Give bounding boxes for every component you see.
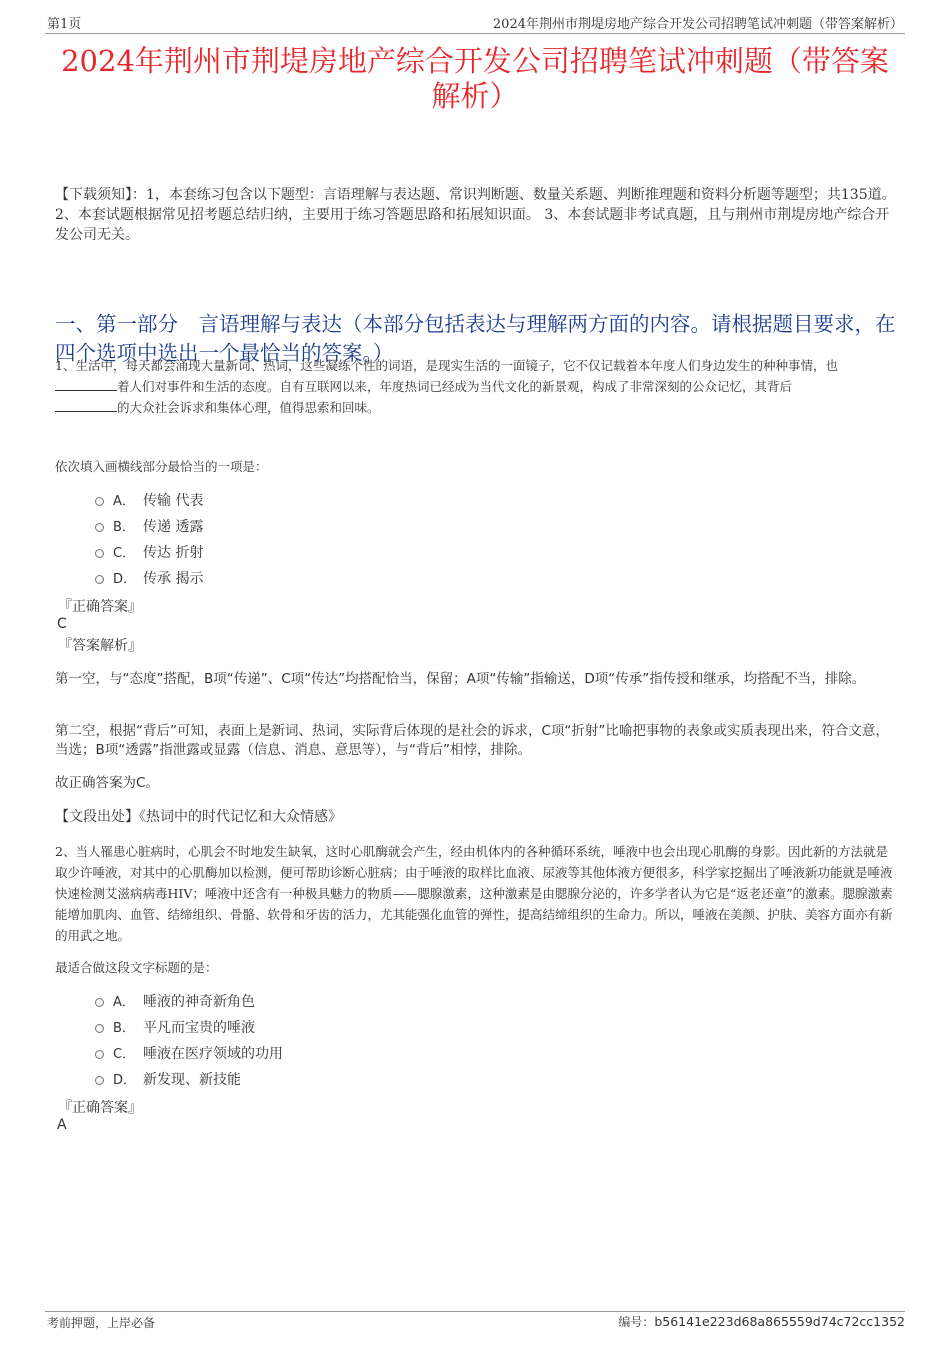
footer-code-value: b56141e223d68a865559d74c72cc1352 — [654, 1314, 905, 1329]
footer-slogan: 考前押题，上岸必备 — [47, 1316, 156, 1330]
option-text: 传达 折射 — [143, 545, 204, 561]
radio-icon[interactable] — [95, 1050, 104, 1059]
passage-source: 【文段出处】《热词中的时代记忆和大众情感》 — [55, 809, 342, 825]
option-letter: A． — [113, 494, 135, 509]
option-text: 唾液的神奇新角色 — [143, 994, 255, 1010]
question-2-prompt: 最适合做这段文字标题的是： — [55, 960, 218, 975]
radio-icon[interactable] — [95, 1076, 104, 1085]
radio-icon[interactable] — [95, 575, 104, 584]
download-notice: 【下载须知】：1，本套练习包含以下题型：言语理解与表达题、常识判断题、数量关系题、判断推理题和资料分析题等题型；共135道。 2、本套试题根据常见招考题总结归纳，主要用于练习答题思路和拓展知识面。 3、本套试题非考试真题，且与荆州市荆堤房地产综合开发公司无关。 — [55, 187, 896, 243]
radio-icon[interactable] — [95, 1024, 104, 1033]
header-divider — [45, 33, 905, 34]
question-1-option-c[interactable] — [95, 543, 203, 564]
option-letter: C． — [113, 1047, 136, 1062]
correct-answer-value: C — [57, 616, 67, 632]
option-letter: A． — [113, 995, 135, 1010]
question-1-text-part1: 1、生活中，每天都会涌现大量新词、热词，这些凝练个性的词语，是现实生活的一面镜子，它不仅记载着本年度人们身边发生的种种事情，也 — [55, 358, 838, 373]
fill-blank-2 — [55, 399, 117, 412]
radio-icon[interactable] — [95, 523, 104, 532]
footer-code-label: 编号： — [618, 1315, 655, 1329]
option-letter: B． — [113, 520, 135, 535]
question-1-option-a[interactable] — [95, 491, 203, 512]
option-letter: B． — [113, 1021, 135, 1036]
option-letter: C． — [113, 546, 136, 561]
header-doc-title: 2024年荆州市荆堤房地产综合开发公司招聘笔试冲刺题（带答案解析） — [492, 17, 903, 32]
analysis-label: 『答案解析』 — [58, 638, 142, 654]
analysis-conclusion: 故正确答案为C。 — [55, 775, 159, 791]
option-text: 唾液在医疗领域的功用 — [143, 1046, 283, 1062]
radio-icon[interactable] — [95, 497, 104, 506]
footer-divider — [45, 1311, 905, 1312]
option-text: 传承 揭示 — [143, 571, 204, 587]
question-2-option-d[interactable] — [95, 1070, 241, 1091]
radio-icon[interactable] — [95, 549, 104, 558]
page-title: 2024年荆州市荆堤房地产综合开发公司招聘笔试冲刺题（带答案解析） — [61, 44, 889, 113]
section-heading: 一、第一部分 言语理解与表达（本部分包括表达与理解两方面的内容。请根据题目要求，在四个选项中选出一个最恰当的答案。） — [55, 312, 896, 365]
analysis-paragraph: 第一空，与“态度”搭配，B项“传递”、C项“传达”均搭配恰当，保留；A项“传输”指输送，D项“传承”指传授和继承，均搭配不当，排除。 — [55, 671, 866, 687]
question-1-prompt: 依次填入画横线部分最恰当的一项是： — [55, 459, 268, 474]
fill-blank-1 — [55, 378, 117, 391]
correct-answer-value: A — [57, 1117, 67, 1133]
question-1-text — [55, 355, 900, 418]
radio-icon[interactable] — [95, 998, 104, 1007]
analysis-paragraph: 第二空，根据“背后”可知，表面上是新词、热词，实际背后体现的是社会的诉求，C项“折射”比喻把事物的表象或实质表现出来，符合文意，当选；B项“透露”指泄露或显露（信息、消息、意思等），与“背后”相悖，排除。 — [55, 723, 889, 758]
correct-answer-label: 『正确答案』 — [58, 599, 142, 615]
question-1-text-part3: 的大众社会诉求和集体心理，值得思索和回味。 — [117, 400, 380, 415]
option-text: 新发现、新技能 — [143, 1072, 241, 1088]
option-letter: D． — [113, 572, 137, 587]
question-2-option-c[interactable] — [95, 1044, 283, 1065]
question-2-option-b[interactable] — [95, 1018, 255, 1039]
question-2-option-a[interactable] — [95, 992, 255, 1013]
option-text: 传输 代表 — [143, 493, 204, 509]
correct-answer-label: 『正确答案』 — [58, 1100, 142, 1116]
option-letter: D． — [113, 1073, 137, 1088]
page-number: 第1页 — [47, 17, 82, 32]
question-2-text: 2、当人罹患心脏病时，心肌会不时地发生缺氧，这时心肌酶就会产生，经由机体内的各种循环系统，唾液中也会出现心肌酶的身影。因此新的方法就是取少许唾液，对其中的心肌酶加以检测，便可帮助诊断心脏病；由于唾液的取样比血液、尿液等其他体液方便很多，科学家挖掘出了唾液新功能就是唾液快速检测艾滋病病毒HIV；唾液中还含有一种极具魅力的物质——腮腺激素，这种激素是由腮腺分泌的，许多学者认为它是“返老还童”的激素。腮腺激素能增加肌肉、血管、结缔组织、骨骼、软骨和牙齿的活力，尤其能强化血管的弹性，提高结缔组织的生命力。所以，唾液在美颜、护肤、美容方面亦有新的用武之地。 — [55, 844, 893, 943]
question-1-option-b[interactable] — [95, 517, 203, 538]
footer-doc-code — [618, 1313, 905, 1330]
option-text: 平凡而宝贵的唾液 — [143, 1020, 255, 1036]
option-text: 传递 透露 — [143, 519, 204, 535]
question-1-text-part2: 着人们对事件和生活的态度。自有互联网以来，年度热词已经成为当代文化的新景观，构成了非常深刻的公众记忆，其背后 — [117, 379, 793, 394]
question-1-option-d[interactable] — [95, 569, 203, 590]
